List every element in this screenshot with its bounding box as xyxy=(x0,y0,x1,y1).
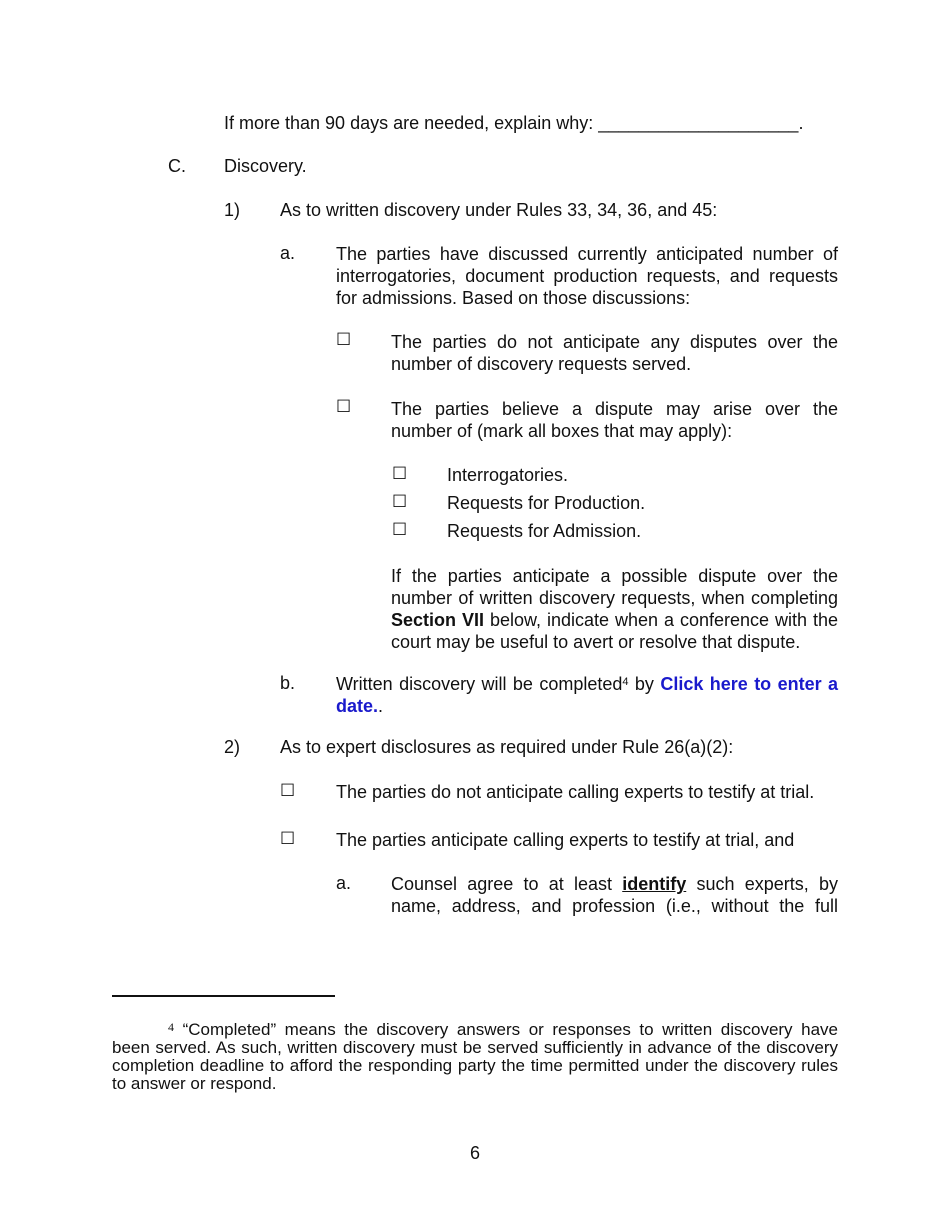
item2-text: As to expert disclosures as required under Rule 26(a)(2): xyxy=(280,737,734,757)
checkbox-experts[interactable]: ☐ xyxy=(280,829,296,849)
item1b-text xyxy=(336,673,838,717)
suboption-interrogatories-text: Interrogatories. xyxy=(447,465,569,485)
item1-text: As to written discovery under Rules 33, 34, 36, and 45: xyxy=(280,200,718,220)
conference-note xyxy=(391,565,838,653)
checkbox-no-experts[interactable]: ☐ xyxy=(280,781,296,801)
option-no-dispute-text: The parties do not anticipate any disputes over the number of discovery requests served. xyxy=(391,332,838,374)
suboption-requests-production-text: Requests for Production. xyxy=(447,493,646,513)
checkbox-requests-admission[interactable]: ☐ xyxy=(392,520,408,540)
suboption-requests-admission-text: Requests for Admission. xyxy=(447,521,642,541)
section-title: Discovery. xyxy=(224,156,307,176)
checkbox-no-dispute[interactable]: ☐ xyxy=(336,330,352,350)
item1a-text: The parties have discussed currently anticipated number of interrogatories, document production requests, and requests for admissions. Based on those discussions: xyxy=(336,244,838,308)
item2a-marker: a. xyxy=(336,873,352,893)
item2a-before: Counsel agree to at least xyxy=(391,874,623,894)
section-vii-reference: Section VII xyxy=(391,610,484,630)
item1b-marker: b. xyxy=(280,673,296,693)
section-marker: C. xyxy=(168,156,186,176)
item1b-by: by xyxy=(628,674,661,694)
item1-marker: 1) xyxy=(224,200,241,220)
date-picker-field[interactable]: Click here to enter a date. xyxy=(336,674,839,716)
item1b-trailing: . xyxy=(378,696,384,716)
conference-note-before: If the parties anticipate a possible dispute over the number of written discovery requests, when completing xyxy=(391,566,838,608)
footnote-text: “Completed” means the discovery answers or responses to written discovery have been served. As such, written discovery must be served sufficiently in advance of the discovery completion deadline to afford the responding party the time permitted under the discovery rules to answer or respond. xyxy=(112,1020,838,1093)
page-number: 6 xyxy=(469,1143,480,1163)
item1a-marker: a. xyxy=(280,243,296,263)
checkbox-requests-production[interactable]: ☐ xyxy=(392,492,408,512)
option-dispute-may-arise-text: The parties believe a dispute may arise over the number of (mark all boxes that may apply): xyxy=(391,399,838,441)
item2-marker: 2) xyxy=(224,737,241,757)
option-no-experts-text: The parties do not anticipate calling experts to testify at trial. xyxy=(336,782,815,802)
checkbox-interrogatories[interactable]: ☐ xyxy=(392,464,408,484)
footnote-number: 4 xyxy=(168,1020,174,1034)
identify-emphasis: identify xyxy=(622,874,687,894)
footnote xyxy=(112,1021,838,1093)
item2a-after: such experts, by name, address, and profession (i.e., without the full xyxy=(391,874,838,916)
footnote-separator xyxy=(112,995,335,997)
item2a-paragraph xyxy=(391,873,838,917)
footnote-ref[interactable]: 4 xyxy=(622,676,629,688)
intro-line: If more than 90 days are needed, explain why: ____________________. xyxy=(224,113,804,133)
checkbox-dispute-may-arise[interactable]: ☐ xyxy=(336,397,352,417)
option-experts-text: The parties anticipate calling experts to testify at trial, and xyxy=(336,830,795,850)
item1b-label: Written discovery will be completed xyxy=(336,674,623,694)
conference-note-after: below, indicate when a conference with the court may be useful to avert or resolve that dispute. xyxy=(391,610,838,652)
